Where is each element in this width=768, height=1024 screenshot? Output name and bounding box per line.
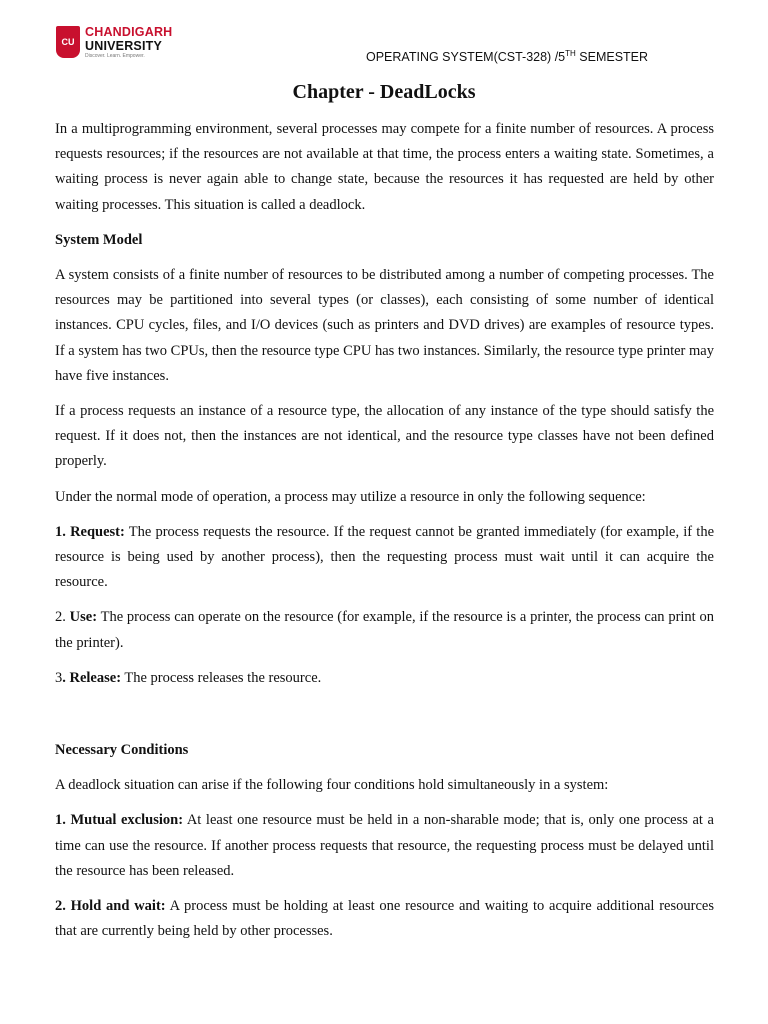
- system-model-p3: Under the normal mode of operation, a process may utilize a resource in only the following sequence:: [55, 488, 646, 505]
- necessary-conditions-intro: A deadlock situation can arise if the following four conditions hold simultaneously in a system:: [55, 777, 609, 794]
- intro-paragraph: In a multiprogramming environment, several processes may compete for a finite number of resources. A process requests resources; if the resources are not available at that time, the process enters a waiting state. Sometimes, a waiting process is never again able to change state, because the resources it has requested are held by other waiting processes. This situation is called a deadlock.: [55, 121, 714, 213]
- step-request-num: 1.: [55, 523, 71, 540]
- step-use: [55, 605, 714, 655]
- condition-hold-and-wait-text: A process must be holding at least one resource and waiting to acquire additional resources that are currently being held by other processes.: [55, 898, 714, 940]
- course-sup: TH: [565, 49, 576, 58]
- necessary-conditions-heading: Necessary Conditions: [55, 742, 189, 759]
- course-suffix: SEMESTER: [575, 50, 649, 65]
- step-release-num: 3: [55, 669, 63, 686]
- page-header: [0, 0, 768, 80]
- chapter-title: Chapter - DeadLocks: [292, 81, 476, 103]
- step-request-text: The process requests the resource. If the request cannot be granted immediately (for example, if the resource is being used by another process), then the requesting process must wait until it can acquire the resource.: [55, 523, 715, 591]
- document-body: [55, 117, 714, 954]
- step-use-text: The process can operate on the resource (for example, if the resource is a printer, the process can print on the printer).: [55, 609, 714, 651]
- course-title: [366, 49, 648, 64]
- logo-text: [85, 26, 172, 59]
- condition-mutual-exclusion-label: 1. Mutual exclusion:: [55, 812, 184, 829]
- section-spacer: [55, 701, 714, 738]
- course-prefix: OPERATING SYSTEM(CST-328) /5: [366, 50, 566, 65]
- system-model-p1: A system consists of a finite number of resources to be distributed among a number of competing processes. The resources may be partitioned into several types (or classes), each consisting of some number of identical instances. CPU cycles, files, and I/O devices (such as printers and DVD drives) are examples of resource types. If a system has two CPUs, then the resource type CPU has two instances. Similarly, the resource type printer may have five instances.: [55, 267, 714, 384]
- step-release-text: The process releases the resource.: [121, 669, 322, 686]
- step-use-num: 2.: [55, 609, 70, 626]
- condition-hold-and-wait-label: 2. Hold and wait:: [55, 898, 166, 915]
- condition-mutual-exclusion: [55, 808, 714, 884]
- logo-line2: UNIVERSITY: [85, 38, 163, 53]
- step-release-label: . Release:: [62, 669, 122, 686]
- step-request: [55, 520, 714, 596]
- system-model-heading: System Model: [55, 231, 143, 248]
- condition-hold-and-wait: [55, 894, 714, 944]
- university-logo: [56, 26, 172, 59]
- step-use-label: Use:: [69, 609, 98, 626]
- system-model-p2: If a process requests an instance of a resource type, the allocation of any instance of the type should satisfy the request. If it does not, then the instances are not identical, and the resource type classes have not been defined properly.: [55, 403, 714, 470]
- step-release: [55, 666, 714, 691]
- logo-tagline: Discover. Learn. Empower.: [85, 53, 145, 59]
- step-request-label-text: Request:: [70, 523, 125, 540]
- logo-line1: CHANDIGARH: [85, 25, 173, 39]
- cu-crest-icon: CU: [56, 26, 80, 58]
- condition-mutual-exclusion-text: At least one resource must be held in a non-sharable mode; that is, only one process at a time can use the resource. If another process requests that resource, the requesting process must be delayed until the resource has been released.: [55, 812, 714, 879]
- step-request-label: [55, 524, 125, 540]
